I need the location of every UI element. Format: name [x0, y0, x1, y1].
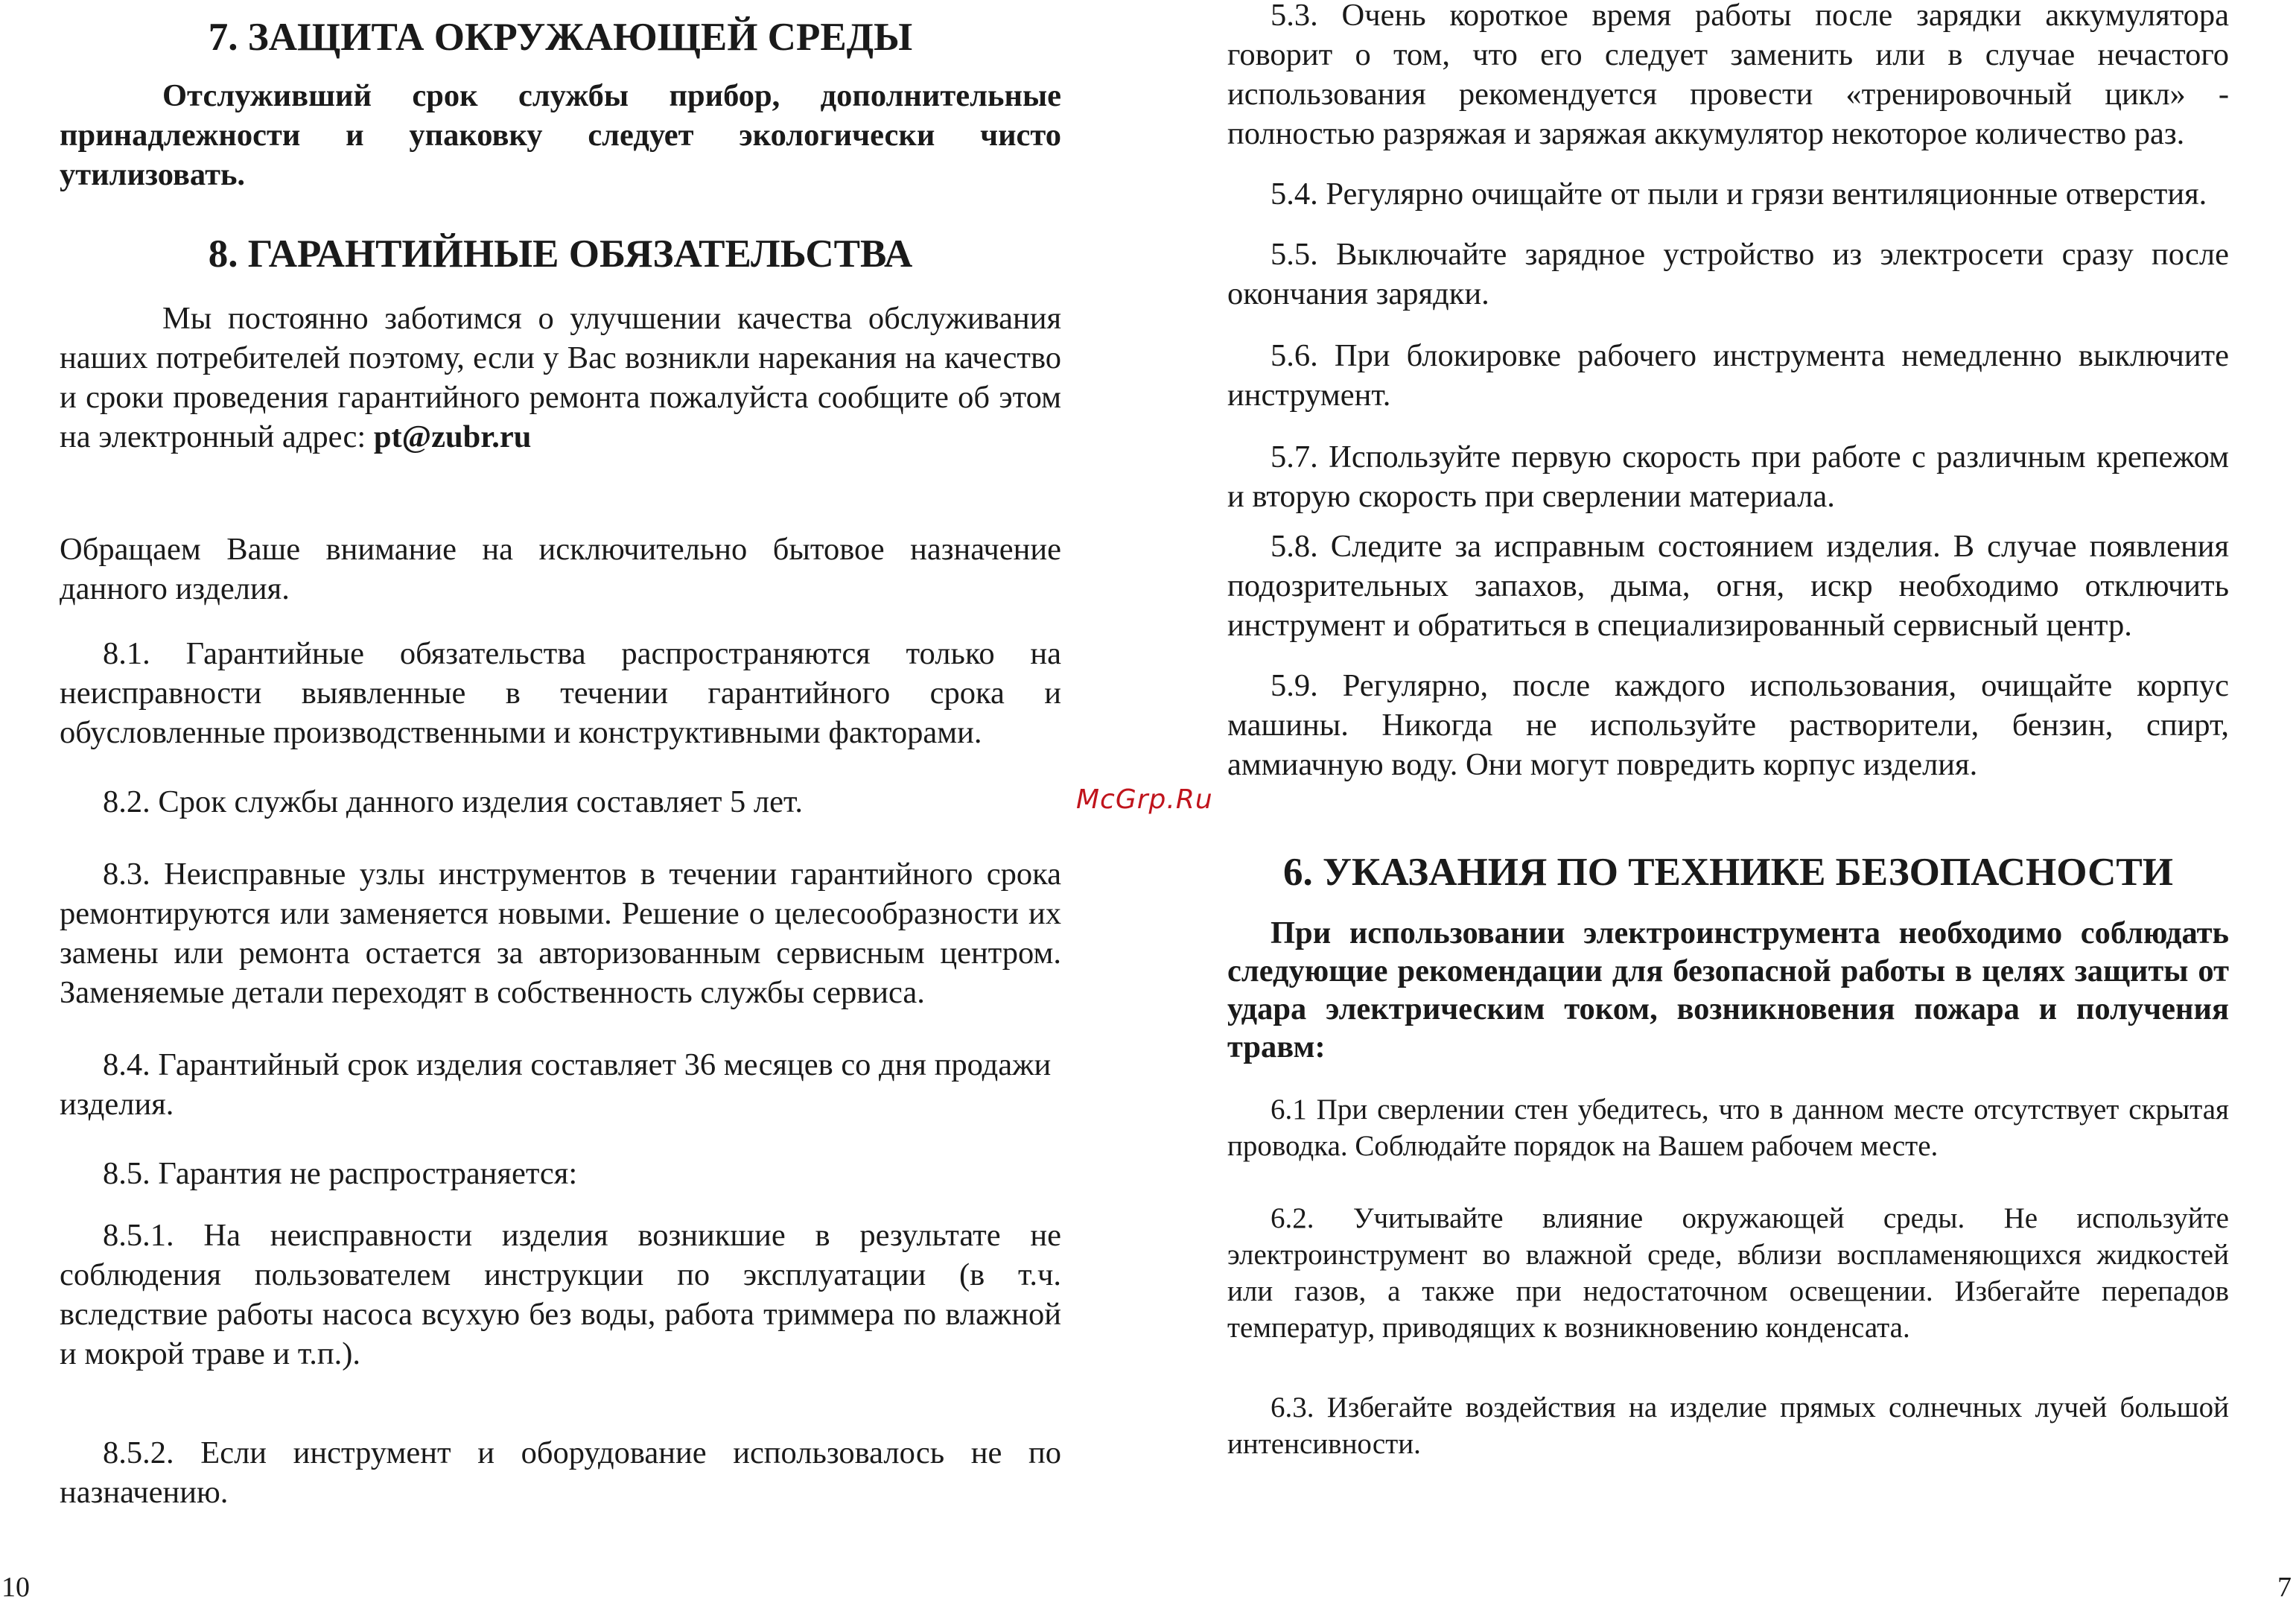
clause-5-8: 5.8. Следите за исправным состоянием изделия. В случае появления подозрительных запахов, дыма, огня, искр необходимо отключить инструмент и обратиться в специализированный сервисный центр. — [1227, 529, 2229, 643]
warranty-intro-text: Мы постоянно заботимся о улучшении качества обслуживания наших потребителей поэтому, если у Вас возникли нарекания на качество и сроки проведения гарантийного ремонта пожалуйста сообщите об этом на электронный адрес: — [60, 301, 1061, 454]
clause-5-9: 5.9. Регулярно, после каждого использования, очищайте корпус машины. Никогда не используйте растворители, бензин, спирт, аммиачную воду. Они могут повредить корпус изделия. — [1227, 668, 2229, 782]
clause-8-5-2: 8.5.2. Если инструмент и оборудование использовалось не по назначению. — [60, 1435, 1061, 1510]
clause-8-5: 8.5. Гарантия не распространяется: — [103, 1156, 578, 1191]
page-number-left: 10 — [1, 1572, 30, 1603]
clause-6-2: 6.2. Учитывайте влияние окружающей среды. Не используйте электроинструмент во влажной среде, вблизи воспламеняющихся жидкостей или газов, а также при недостаточном освещении. Избегайте перепадов температур, приводящих к возникновению конденсата. — [1227, 1202, 2229, 1344]
support-email: pt@zubr.ru — [373, 419, 532, 454]
clause-6-3: 6.3. Избегайте воздействия на изделие прямых солнечных лучей большой интенсивности. — [1227, 1391, 2229, 1460]
clause-8-2: 8.2. Срок службы данного изделия составляет 5 лет. — [103, 784, 803, 819]
page-number-right: 7 — [2277, 1572, 2292, 1603]
clause-8-3: 8.3. Неисправные узлы инструментов в течении гарантийного срока ремонтируются или заменяется новыми. Решение о целесообразности их замены или ремонта остается за авторизованным сервисным центром. Заменяемые детали переходят в собственность службы сервиса. — [60, 857, 1061, 1010]
clause-5-6: 5.6. При блокировке рабочего инструмента немедленно выключите инструмент. — [1227, 338, 2229, 413]
safety-intro: При использовании электроинструмента необходимо соблюдать следующие рекомендации для безопасной работы в целях защиты от удара электрическим током, возникновения пожара и получения травм: — [1227, 915, 2229, 1064]
section-6-heading: 6. УКАЗАНИЯ ПО ТЕХНИКЕ БЕЗОПАСНОСТИ — [1283, 851, 2173, 894]
warranty-intro — [60, 299, 1061, 457]
section-8-heading: 8. ГАРАНТИЙНЫЕ ОБЯЗАТЕЛЬСТВА — [208, 232, 913, 276]
right-page — [1227, 0, 2229, 1462]
left-page — [60, 0, 1061, 1512]
section-7-heading: 7. ЗАЩИТА ОКРУЖАЮЩЕЙ СРЕДЫ — [208, 16, 913, 59]
watermark-text: McGrp.Ru — [1076, 784, 1213, 815]
attention-note: Обращаем Ваше внимание на исключительно бытовое назначение данного изделия. — [60, 532, 1061, 606]
clause-6-1: 6.1 При сверлении стен убедитесь, что в данном месте отсутствует скрытая проводка. Соблюдайте порядок на Вашем рабочем месте. — [1227, 1093, 2229, 1162]
clause-5-4: 5.4. Регулярно очищайте от пыли и грязи вентиляционные отверстия. — [1271, 177, 2207, 212]
clause-8-4: 8.4. Гарантийный срок изделия составляет 36 месяцев со дня продажи изделия. — [60, 1047, 1052, 1122]
clause-5-3: 5.3. Очень короткое время работы после зарядки аккумулятора говорит о том, что его следует заменить или в случае нечастого использования рекомендуется провести «тренировочный цикл» - полностью разряжая и заряжая аккумулятор некоторое количество раз. — [1227, 0, 2229, 151]
clause-5-5: 5.5. Выключайте зарядное устройство из электросети сразу после окончания зарядки. — [1227, 237, 2229, 311]
clause-8-1: 8.1. Гарантийные обязательства распространяются только на неисправности выявленные в течении гарантийного срока и обусловленные производственными и конструктивными факторами. — [60, 636, 1061, 750]
section-7-text: Отслуживший срок службы прибор, дополнительные принадлежности и упаковку следует экологически чисто утилизовать. — [60, 78, 1061, 192]
clause-5-7: 5.7. Используйте первую скорость при работе с различным крепежом и вторую скорость при сверлении материала. — [1227, 439, 2229, 514]
clause-8-5-1: 8.5.1. На неисправности изделия возникшие в результате не соблюдения пользователем инструкции по эксплуатации (в т.ч. вследствие работы насоса всухую без воды, работа триммера по влажной и мокрой траве и т.п.). — [60, 1218, 1061, 1371]
